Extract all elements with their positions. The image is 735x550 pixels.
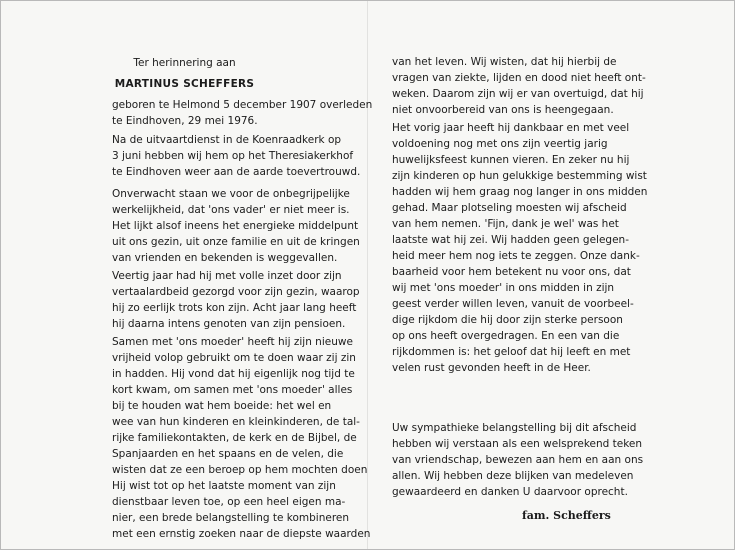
text-line: Spanjaarden en het spaans en de velen, die (112, 448, 344, 460)
text-line: wee van hun kinderen en kleinkinderen, de tal- (112, 416, 360, 428)
text-line: bij te houden wat hem boeide: het wel en (112, 400, 332, 412)
text-line: dige rijkdom die hij door zijn sterke persoon (392, 314, 623, 326)
text-line: werkelijkheid, dat 'ons vader' er niet meer is. (112, 204, 350, 216)
text-line: niet onvoorbereid van ons is heengegaan. (392, 104, 614, 116)
text-line: zijn kinderen op hun gelukkige bestemming wist (392, 170, 647, 182)
text-line: uit ons gezin, uit onze familie en uit de kringen (112, 236, 360, 248)
text-line: rijkdommen is: het geloof dat hij leeft en met (392, 346, 631, 358)
text-line: vertaalardbeid gezorgd voor zijn gezin, waarop (112, 286, 360, 298)
text-line: vragen van ziekte, lijden en dood niet heeft ont- (392, 72, 646, 84)
text-line: te Eindhoven, 29 mei 1976. (112, 115, 258, 127)
text-line: met een ernstig zoeken naar de diepste waarden (112, 528, 371, 540)
text-line: Onverwacht staan we voor de onbegrijpelijke (112, 188, 350, 200)
text-line: vrijheid volop gebruikt om te doen waar zij zin (112, 352, 356, 364)
text-line: hadden wij hem graag nog langer in ons midden (392, 186, 648, 198)
text-line: baarheid voor hem betekent nu voor ons, dat (392, 266, 631, 278)
text-line: in hadden. Hij vond dat hij eigenlijk nog tijd te (112, 368, 355, 380)
thanks-line: hebben wij verstaan als een welsprekend teken (392, 438, 643, 450)
text-line: hij daarna intens genoten van zijn pensioen. (112, 318, 346, 330)
text-line: voldoening nog met ons zijn veertig jarig (392, 138, 608, 150)
text-line: hij zo eerlijk trots kon zijn. Acht jaar lang heeft (112, 302, 357, 314)
text-line: heid meer hem nog iets te zeggen. Onze dank- (392, 250, 640, 262)
text-line: Samen met 'ons moeder' heeft hij zijn nieuwe (112, 336, 353, 348)
text-line: huwelijksfeest kunnen vieren. En zeker nu hij (392, 154, 630, 166)
thanks-line: van vriendschap, bewezen aan hem en aan ons (392, 454, 644, 466)
text-line: velen rust gevonden heeft in de Heer. (392, 362, 591, 374)
text-line: Veertig jaar had hij met volle inzet door zijn (112, 270, 342, 282)
text-line: Het vorig jaar heeft hij dankbaar en met veel (392, 122, 630, 134)
text-line: wij met 'ons moeder' in ons midden in zijn (392, 282, 615, 294)
text-line: weken. Daarom zijn wij er van overtuigd, dat hij (392, 88, 644, 100)
thanks-line: gewaardeerd en danken U daarvoor oprecht. (392, 486, 628, 498)
text-line: dienstbaar leven toe, op een heel eigen ma- (112, 496, 346, 508)
text-line: 3 juni hebben wij hem op het Theresiakerkhof (112, 150, 354, 162)
text-line: nier, een brede belangstelling te kombineren (112, 512, 350, 524)
deceased-name: MARTINUS SCHEFFERS (114, 78, 255, 90)
text-line: te Eindhoven weer aan de aarde toevertrouwd. (112, 166, 361, 178)
text-line: geest verder willen leven, vanuit de voorbeel- (392, 298, 634, 310)
text-line: op ons heeft overgedragen. En een van die (392, 330, 620, 342)
text-line: rijke familiekontakten, de kerk en de Bijbel, de (112, 432, 357, 444)
text-line: van vrienden en bekenden is weggevallen. (112, 252, 338, 264)
text-line: wisten dat ze een beroep op hem mochten doen (112, 464, 368, 476)
text-line: Na de uitvaartdienst in de Koenraadkerk op (112, 134, 342, 146)
text-line: geboren te Helmond 5 december 1907 overleden (112, 99, 373, 111)
signature: fam. Scheffers (522, 509, 611, 522)
text-line: kort kwam, om samen met 'ons moeder' alles (112, 384, 353, 396)
text-line: gehad. Maar plotseling moesten wij afscheid (392, 202, 627, 214)
text-line: Hij wist tot op het laatste moment van zijn (112, 480, 336, 492)
text-line: laatste wat hij zei. Wij hadden geen gelegen- (392, 234, 629, 246)
heading: Ter herinnering aan (133, 57, 236, 69)
text-line: van het leven. Wij wisten, dat hij hierbij de (392, 56, 617, 68)
thanks-line: allen. Wij hebben deze blijken van medeleven (392, 470, 634, 482)
text-line: Het lijkt alsof ineens het energieke middelpunt (112, 220, 359, 232)
text-line: van hem nemen. 'Fijn, dank je wel' was het (392, 218, 619, 230)
thanks-line: Uw sympathieke belangstelling bij dit afscheid (392, 422, 637, 434)
